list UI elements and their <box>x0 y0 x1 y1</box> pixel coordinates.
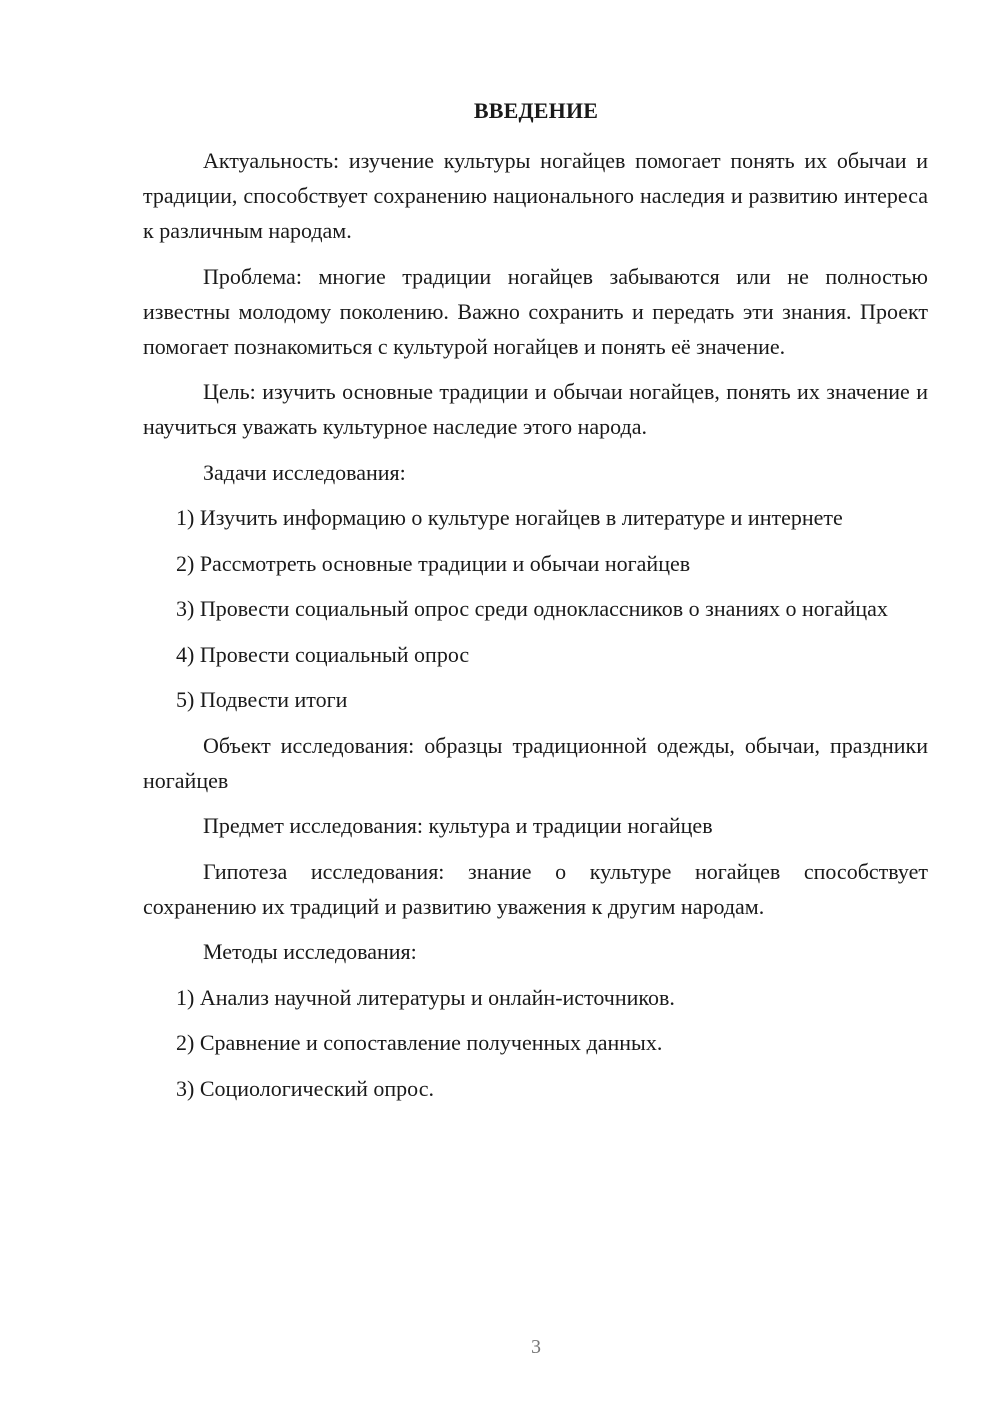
paragraph-goal: Цель: изучить основные традиции и обычаи ногайцев, понять их значение и научиться уважать культурное наследие этого народа. <box>143 379 928 439</box>
paragraph-object: Объект исследования: образцы традиционной одежды, обычаи, праздники ногайцев <box>143 732 928 793</box>
method-item-3: 3) Социологический опрос. <box>176 1075 434 1101</box>
page-title: ВВЕДЕНИЕ <box>473 98 599 123</box>
tasks-heading: Задачи исследования: <box>203 459 406 485</box>
task-item-5: 5) Подвести итоги <box>176 687 348 712</box>
body-text <box>143 143 928 1106</box>
method-item-2: 2) Сравнение и сопоставление полученных данных. <box>176 1030 663 1055</box>
methods-heading: Методы исследования: <box>203 939 417 964</box>
task-item-4: 4) Провести социальный опрос <box>176 641 470 667</box>
method-item-1: 1) Анализ научной литературы и онлайн-источников. <box>176 984 675 1010</box>
page-number: 3 <box>531 1336 541 1358</box>
paragraph-relevance: Актуальность: изучение культуры ногайцев помогает понять их обычаи и традиции, способствует сохранению национального наследия и развитию интереса к различным народам. <box>143 148 928 243</box>
paragraph-hypothesis: Гипотеза исследования: знание о культуре ногайцев способствует сохранению их традиций и развитию уважения к другим народам. <box>143 858 928 919</box>
paragraph-problem: Проблема: многие традиции ногайцев забываются или не полностью известны молодому поколению. Важно сохранить и передать эти знания. Проект помогает познакомиться с культурой ногайцев и понять её значение. <box>143 263 928 359</box>
task-item-3: 3) Провести социальный опрос среди одноклассников о знаниях о ногайцах <box>176 596 888 621</box>
paragraph-subject: Предмет исследования: культура и традиции ногайцев <box>203 813 713 838</box>
task-item-2: 2) Рассмотреть основные традиции и обычаи ногайцев <box>176 550 691 576</box>
task-item-1: 1) Изучить информацию о культуре ногайцев в литературе и интернете <box>176 505 843 530</box>
